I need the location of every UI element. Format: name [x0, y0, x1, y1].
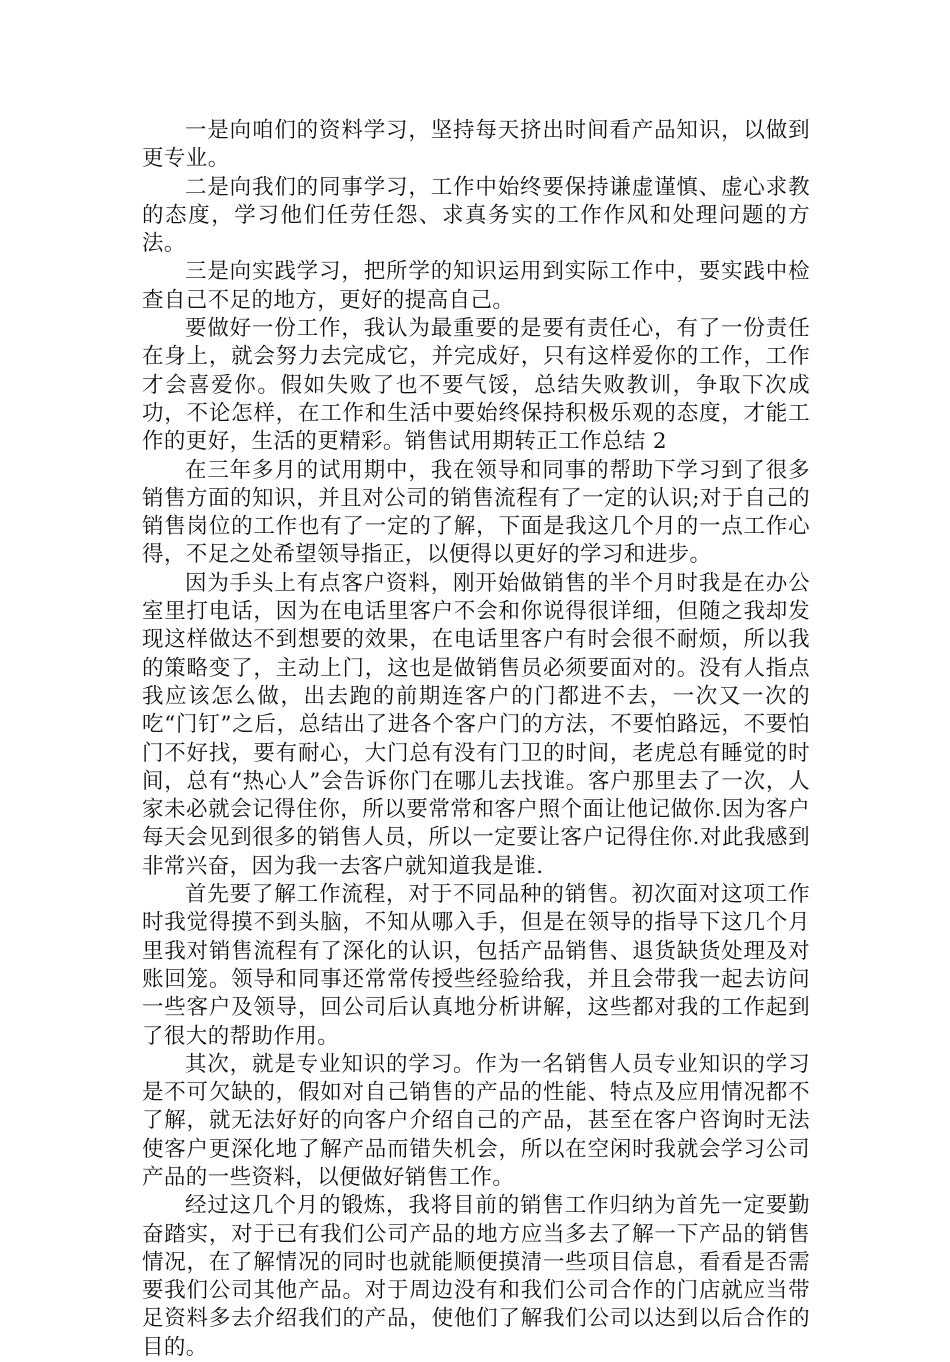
- paragraph-work-process: 首先要了解工作流程，对于不同品种的销售。初次面对这项工作时我觉得摸不到头脑，不知从哪入手，但是在领导的指导下这几个月里我对销售流程有了深化的认识，包括产品销售、退货缺货处理及对账回笼。领导和同事还常常传授些经验给我，并且会带我一起去访问一些客户及领导，回公司后认真地分析讲解，这些都对我的工作起到了很大的帮助作用。: [142, 882, 810, 1049]
- paragraph-probation-summary: 在三年多月的试用期中，我在领导和同事的帮助下学习到了很多销售方面的知识，并且对公司的销售流程有了一定的认识;对于自己的销售岗位的工作也有了一定的了解，下面是我这几个月的一点工作心得，不足之处希望领导指正，以便得以更好的学习和进步。: [142, 457, 810, 568]
- paragraph-study-materials: 一是向咱们的资料学习，坚持每天挤出时间看产品知识，以做到更专业。: [142, 118, 810, 172]
- paragraph-conclusion: 经过这几个月的锻炼，我将目前的销售工作归纳为首先一定要勤奋踏实，对于已有我们公司产品的地方应当多去了解一下产品的销售情况，在了解情况的同时也就能顺便摸清一些项目信息，看看是否需要我们公司其他产品。对于周边没有和我们公司合作的门店就应当带足资料多去介绍我们的产品，使他们了解我们公司以达到以后合作的目的。: [142, 1193, 810, 1360]
- paragraph-study-practice: 三是向实践学习，把所学的知识运用到实际工作中，要实践中检查自己不足的地方，更好的提高自己。: [142, 259, 810, 313]
- paragraph-product-knowledge: 其次，就是专业知识的学习。作为一名销售人员专业知识的学习是不可欠缺的，假如对自己销售的产品的性能、特点及应用情况都不了解，就无法好好的向客户介绍自己的产品，甚至在客户咨询时无法使客户更深化地了解产品而错失机会，所以在空闲时我就会学习公司产品的一些资料，以便做好销售工作。: [142, 1051, 810, 1190]
- paragraph-study-colleagues: 二是向我们的同事学习，工作中始终要保持谦虚谨慎、虚心求教的态度，学习他们任劳任怨、求真务实的工作作风和处理问题的方法。: [142, 174, 810, 257]
- document-body: [142, 117, 810, 1362]
- paragraph-responsibility: 要做好一份工作，我认为最重要的是要有责任心，有了一份责任在身上，就会努力去完成它，并完成好，只有这样爱你的工作，工作才会喜爱你。假如失败了也不要气馁，总结失败教训，争取下次成功，不论怎样，在工作和生活中要始终保持积极乐观的态度，才能工作的更好，生活的更精彩。销售试用期转正工作总结 2: [142, 316, 810, 455]
- paragraph-client-visits: 因为手头上有点客户资料，刚开始做销售的半个月时我是在办公室里打电话，因为在电话里客户不会和你说得很详细，但随之我却发现这样做达不到想要的效果，在电话里客户有时会很不耐烦，所以我的策略变了，主动上门，这也是做销售员必须要面对的。没有人指点我应该怎么做，出去跑的前期连客户的门都进不去，一次又一次的吃“门钉”之后，总结出了进各个客户门的方法，不要怕路远，不要怕门不好找，要有耐心，大门总有没有门卫的时间，老虎总有睡觉的时间，总有“热心人”会告诉你门在哪儿去找谁。客户那里去了一次，人家未必就会记得住你，所以要常常和客户照个面让他记做你.因为客户每天会见到很多的销售人员，所以一定要让客户记得住你.对此我感到非常兴奋，因为我一去客户就知道我是谁.: [142, 570, 810, 879]
